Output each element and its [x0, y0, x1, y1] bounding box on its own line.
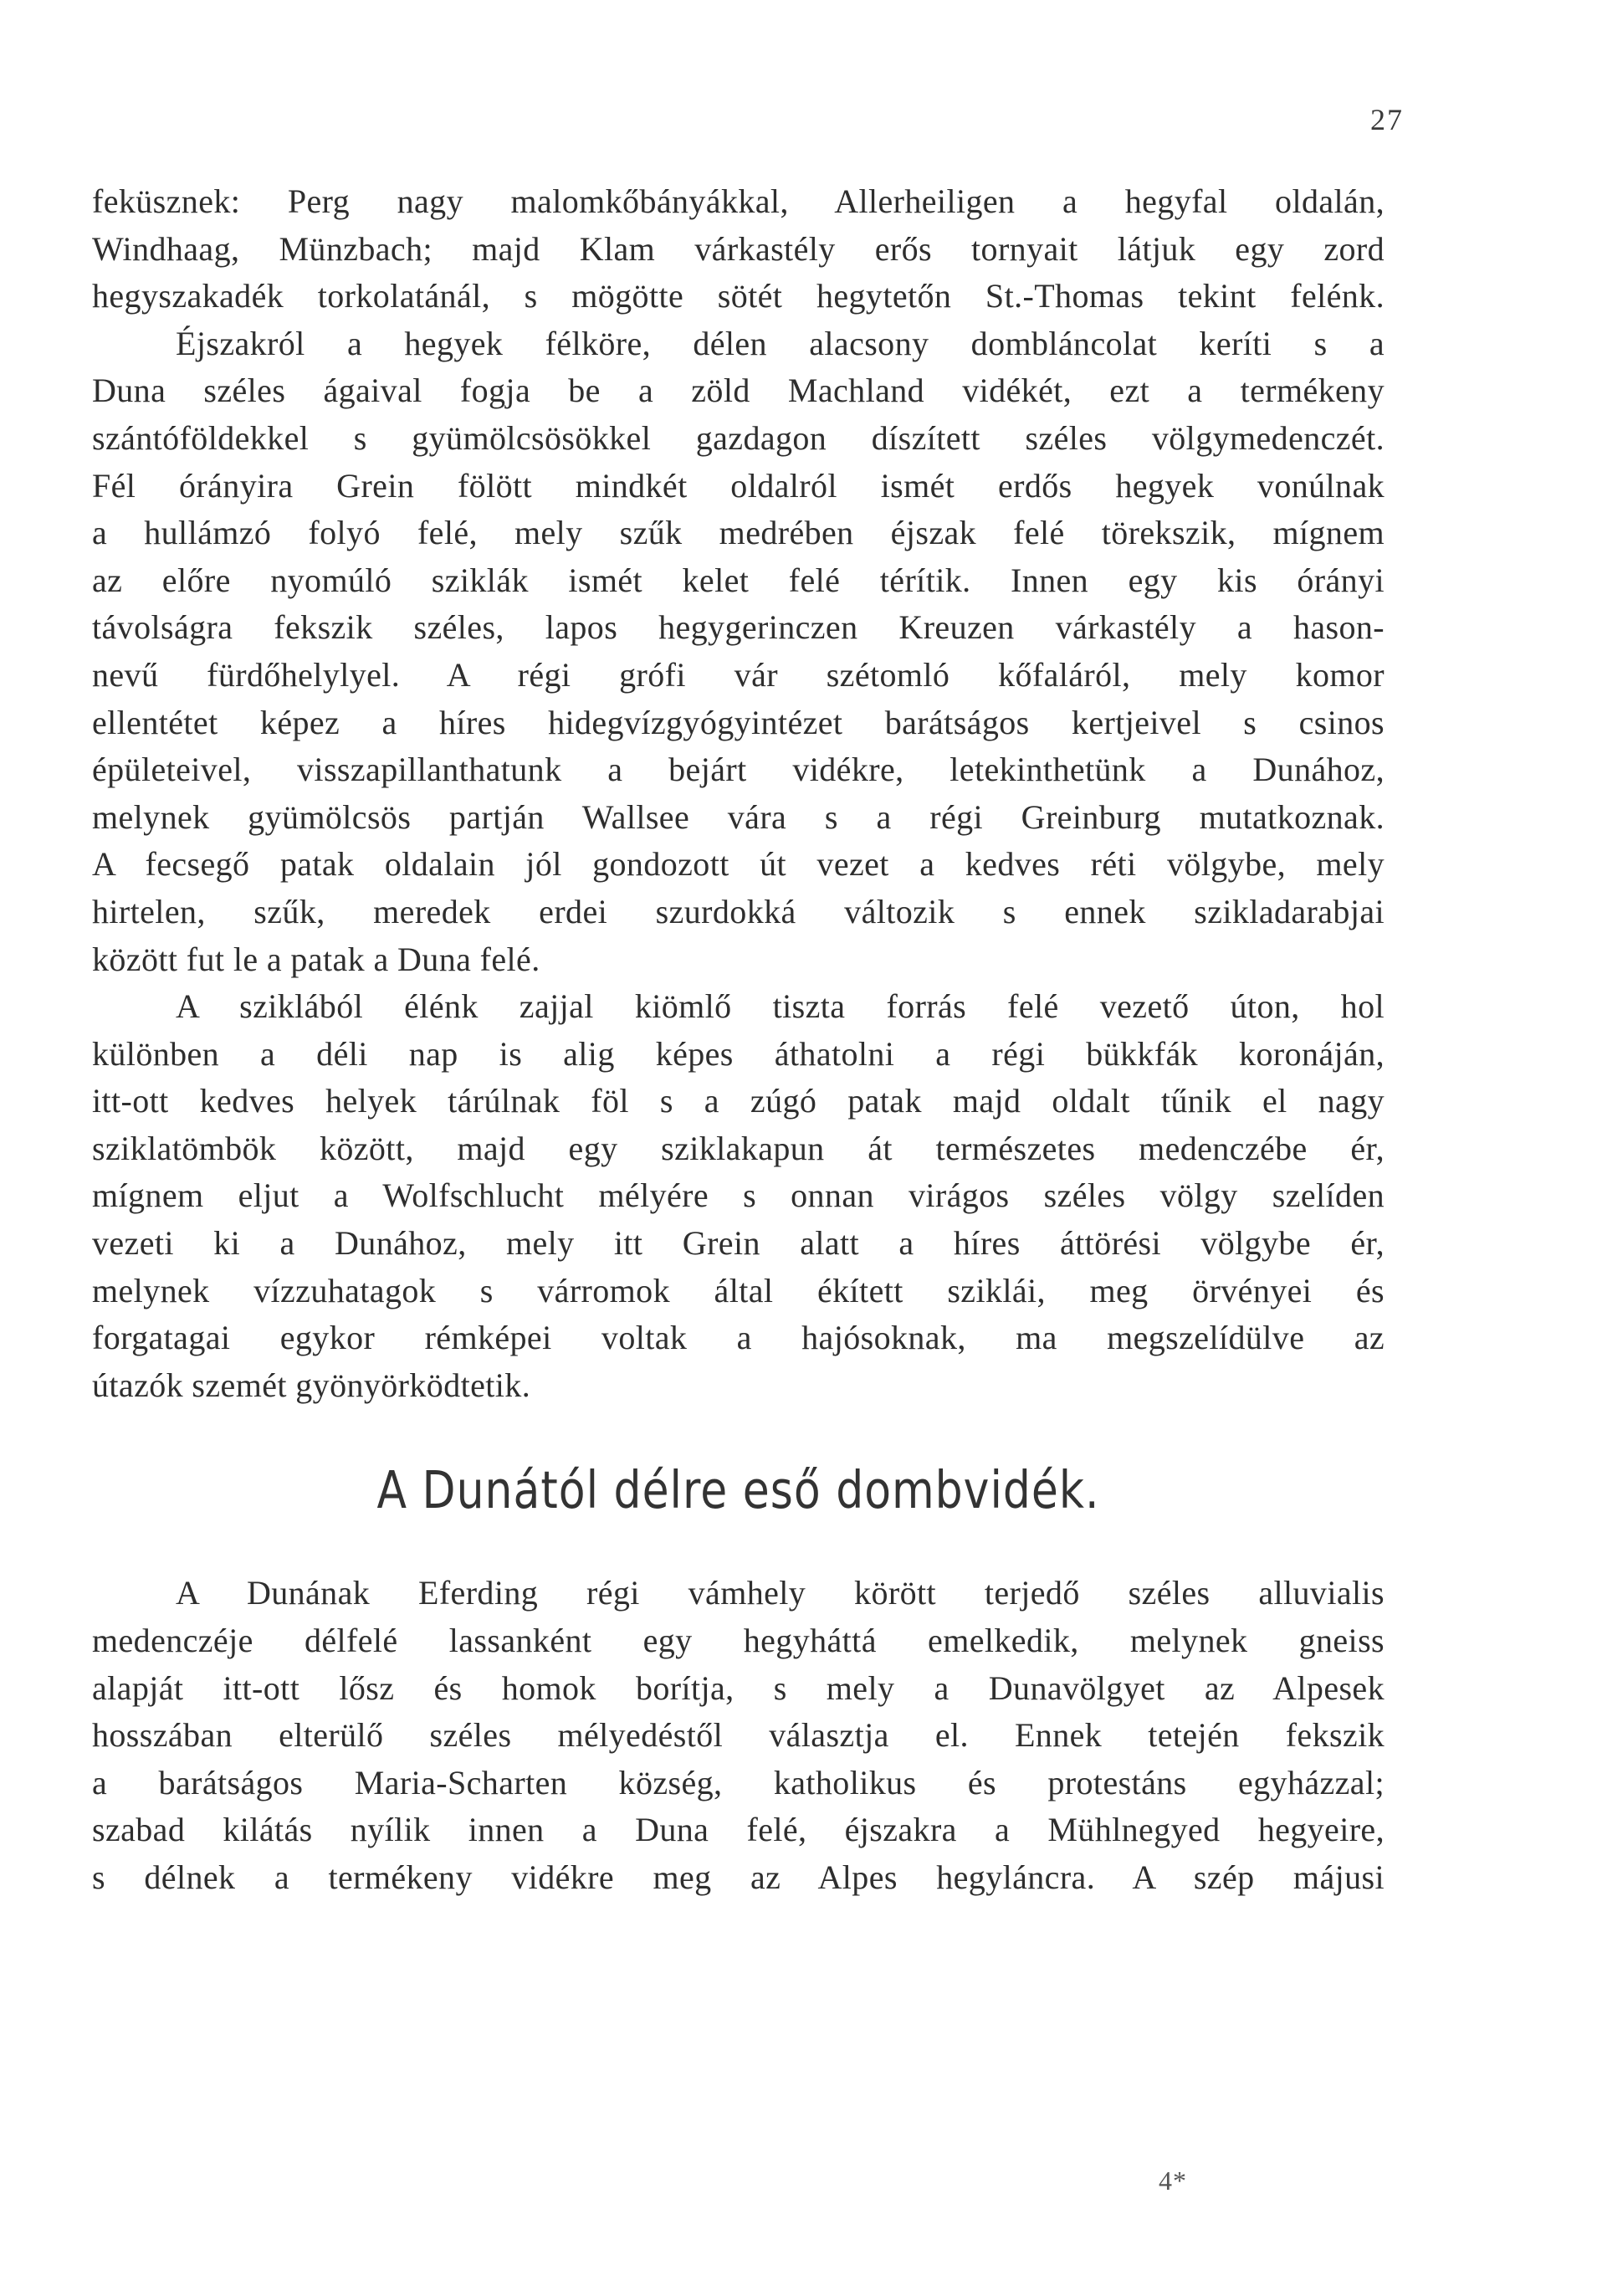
text-line: szabad kilátás nyílik innen a Duna felé, éjszakra a Mühlnegyed hegyeire, — [92, 1811, 1385, 1849]
text-line: itt-ott kedves helyek tárúlnak föl s a zúgó patak majd oldalt tűnik el nagy — [92, 1082, 1385, 1120]
paragraph-dunanak — [92, 1570, 1385, 1901]
text-line: feküsznek: Perg nagy malomkőbányákkal, Allerheiligen a hegyfal oldalán, — [92, 182, 1385, 220]
printer-signature-mark: 4* — [1159, 2165, 1187, 2196]
page-number: 27 — [1370, 103, 1404, 136]
text-line: a barátságos Maria-Scharten község, katholikus és protestáns egyházzal; — [92, 1763, 1385, 1801]
text-line: a hullámzó folyó felé, mely szűk medrében éjszak felé törekszik, mígnem — [92, 514, 1385, 552]
text-line: nevű fürdőhelylyel. A régi grófi vár szétomló kőfaláról, mely komor — [92, 655, 1385, 694]
text-line: szántóföldekkel s gyümölcsösökkel gazdagon díszített széles völgymedenczét. — [92, 418, 1385, 457]
paragraph-feküsznek — [92, 178, 1385, 983]
text-line: mígnem eljut a Wolfschlucht mélyére s onnan virágos széles völgy szelíden — [92, 1176, 1385, 1215]
text-line: Éjszakról a hegyek félköre, délen alacsony dombláncolat keríti s a — [176, 324, 1385, 362]
text-line: alapját itt-ott lősz és homok borítja, s mely a Dunavölgyet az Alpesek — [92, 1668, 1385, 1707]
body-text — [92, 178, 1385, 1902]
text-line: Windhaag, Münzbach; majd Klam várkastély erős tornyait látjuk egy zord — [92, 229, 1385, 268]
section-heading: A Dunától délre eső dombvidék. — [376, 1462, 1100, 1521]
paragraph-sziklabol — [92, 983, 1385, 1409]
text-line: ellentétet képez a híres hidegvízgyógyintézet barátságos kertjeivel s csinos — [92, 703, 1385, 741]
text-line: különben a déli nap is alig képes áthatolni a régi bükkfák koronáján, — [92, 1034, 1385, 1073]
text-line: melynek gyümölcsös partján Wallsee vára s a régi Greinburg mutatkoznak. — [92, 797, 1385, 836]
text-line: távolságra fekszik széles, lapos hegygerinczen Kreuzen várkastély a hason- — [92, 608, 1385, 647]
text-line: hegyszakadék torkolatánál, s mögötte sötét hegytetőn St.-Thomas tekint felénk. — [92, 277, 1385, 315]
text-line: A fecsegő patak oldalain jól gondozott út vezet a kedves réti völgybe, mely — [92, 845, 1385, 884]
text-line: vezeti ki a Dunához, mely itt Grein alatt a híres áttörési völgybe ér, — [92, 1224, 1385, 1263]
text-line: útazók szemét gyönyörködtetik. — [92, 1366, 531, 1404]
text-line: Duna széles ágaival fogja be a zöld Machland vidékét, ezt a termékeny — [92, 372, 1385, 410]
text-line: A Dunának Eferding régi vámhely körött terjedő széles alluvialis — [176, 1574, 1385, 1612]
text-line: melynek vízzuhatagok s várromok által ékített sziklái, meg örvényei és — [92, 1271, 1385, 1309]
text-line: sziklatömbök között, majd egy sziklakapun át természetes medenczébe ér, — [92, 1129, 1385, 1167]
text-line: hirtelen, szűk, meredek erdei szurdokká változik s ennek szikladarabjai — [92, 892, 1385, 930]
text-line: között fut le a patak a Duna felé. — [92, 940, 540, 978]
text-line: Fél órányira Grein fölött mindkét oldalról ismét erdős hegyek vonúlnak — [92, 466, 1385, 505]
text-line: forgatagai egykor rémképei voltak a hajósoknak, ma megszelídülve az — [92, 1319, 1385, 1357]
text-line: épületeivel, visszapillanthatunk a bejárt vidékre, letekinthetünk a Dunához, — [92, 751, 1385, 789]
text-line: az előre nyomúló sziklák ismét kelet felé térítik. Innen egy kis órányi — [92, 561, 1385, 599]
text-line: A sziklából élénk zajjal kiömlő tiszta forrás felé vezető úton, hol — [176, 987, 1385, 1026]
text-line: hosszában elterülő széles mélyedéstől választja el. Ennek tetején fekszik — [92, 1716, 1385, 1755]
text-line: s délnek a termékeny vidékre meg az Alpes hegyláncra. A szép májusi — [92, 1858, 1385, 1896]
text-line: medenczéje délfelé lassanként egy hegyháttá emelkedik, melynek gneiss — [92, 1622, 1385, 1660]
